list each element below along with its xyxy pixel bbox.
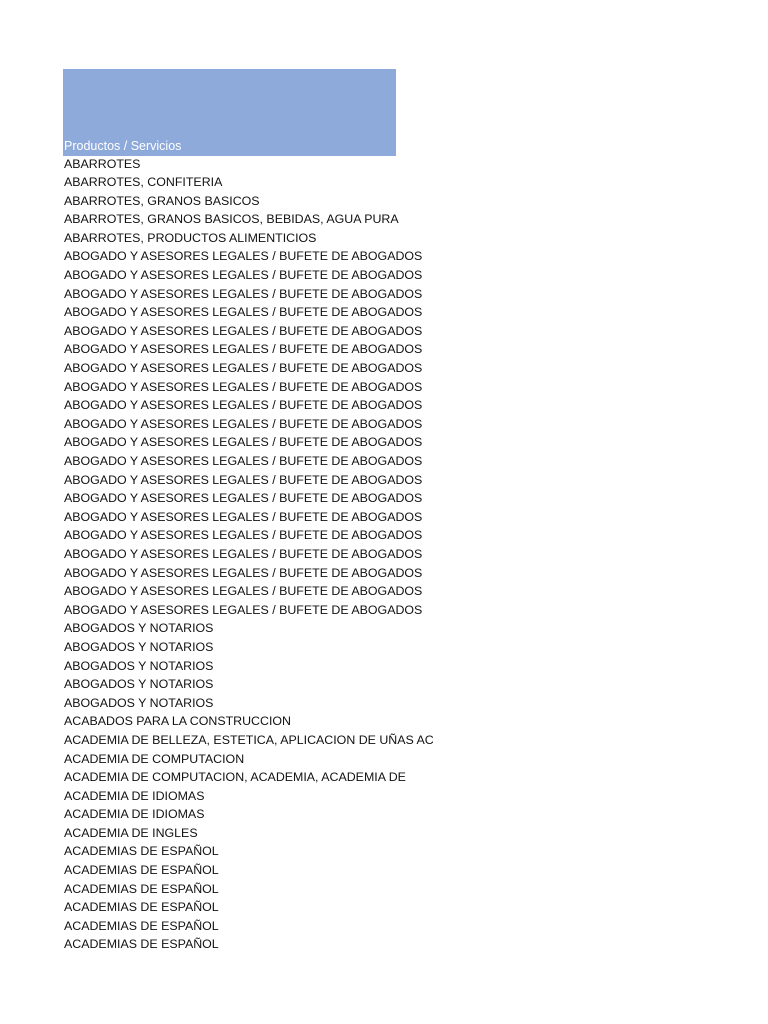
table-row[interactable]: ABOGADO Y ASESORES LEGALES / BUFETE DE ABOGADOS [64,472,423,487]
table-row[interactable]: ABARROTES, GRANOS BASICOS [64,193,260,208]
table-row[interactable]: ABARROTES, CONFITERIA [64,175,223,190]
table-row[interactable]: ABOGADO Y ASESORES LEGALES / BUFETE DE ABOGADOS [64,509,423,524]
table-row[interactable]: ABARROTES, GRANOS BASICOS, BEBIDAS, AGUA PURA [64,212,399,227]
table-row[interactable]: ACADEMIA DE IDIOMAS [64,788,205,803]
table-row[interactable]: ACADEMIA DE BELLEZA, ESTETICA, APLICACION DE UÑAS AC [64,732,434,747]
table-row[interactable]: ABARROTES, PRODUCTOS ALIMENTICIOS [64,230,317,245]
table-row[interactable]: ABOGADO Y ASESORES LEGALES / BUFETE DE ABOGADOS [64,286,423,301]
spreadsheet-table [63,69,434,956]
table-row[interactable]: ABOGADO Y ASESORES LEGALES / BUFETE DE ABOGADOS [64,342,423,357]
table-row[interactable]: ABOGADO Y ASESORES LEGALES / BUFETE DE ABOGADOS [64,361,423,376]
table-row[interactable]: ABOGADO Y ASESORES LEGALES / BUFETE DE ABOGADOS [64,454,423,468]
table-row[interactable]: ABOGADOS Y NOTARIOS [64,695,214,710]
table-row[interactable]: ABOGADOS Y NOTARIOS [64,658,214,673]
table-row[interactable]: ACADEMIA DE IDIOMAS [64,807,205,822]
table-row[interactable]: ACADEMIA DE COMPUTACION, ACADEMIA, ACADEMIA DE [64,770,406,785]
table-rows [63,156,434,956]
table-row[interactable]: ABOGADOS Y NOTARIOS [64,639,214,654]
table-row[interactable]: ABOGADO Y ASESORES LEGALES / BUFETE DE ABOGADOS [64,268,423,283]
table-row[interactable]: ABARROTES [64,156,141,171]
table-row[interactable]: ABOGADOS Y NOTARIOS [64,677,214,692]
table-row[interactable]: ACADEMIAS DE ESPAÑOL [64,900,219,915]
table-row[interactable]: ABOGADO Y ASESORES LEGALES / BUFETE DE ABOGADOS [64,249,423,264]
table-row[interactable]: ABOGADO Y ASESORES LEGALES / BUFETE DE ABOGADOS [64,602,423,617]
column-header-label: Productos / Servicios [64,139,182,153]
table-row[interactable]: ABOGADO Y ASESORES LEGALES / BUFETE DE ABOGADOS [64,379,423,394]
table-row[interactable]: ACABADOS PARA LA CONSTRUCCION [64,714,291,729]
table-row[interactable]: ACADEMIA DE COMPUTACION [64,751,245,766]
table-row[interactable]: ABOGADO Y ASESORES LEGALES / BUFETE DE ABOGADOS [64,546,423,561]
table-row[interactable]: ABOGADO Y ASESORES LEGALES / BUFETE DE ABOGADOS [64,435,423,450]
table-row[interactable]: ABOGADO Y ASESORES LEGALES / BUFETE DE ABOGADOS [64,323,423,338]
table-row[interactable]: ABOGADO Y ASESORES LEGALES / BUFETE DE ABOGADOS [64,491,423,506]
table-row[interactable]: ABOGADO Y ASESORES LEGALES / BUFETE DE ABOGADOS [64,398,423,413]
table-row[interactable]: ACADEMIAS DE ESPAÑOL [64,881,219,896]
table-row[interactable]: ACADEMIAS DE ESPAÑOL [64,863,219,878]
table-row[interactable]: ACADEMIAS DE ESPAÑOL [64,918,219,933]
table-row[interactable]: ABOGADO Y ASESORES LEGALES / BUFETE DE ABOGADOS [64,305,423,320]
table-row[interactable]: ABOGADO Y ASESORES LEGALES / BUFETE DE ABOGADOS [64,416,423,431]
table-row[interactable]: ACADEMIA DE INGLES [64,825,198,840]
column-header-cell[interactable] [63,69,396,156]
table-row[interactable]: ABOGADO Y ASESORES LEGALES / BUFETE DE ABOGADOS [64,565,423,580]
table-row[interactable]: ACADEMIAS DE ESPAÑOL [64,937,219,952]
table-row[interactable]: ABOGADO Y ASESORES LEGALES / BUFETE DE ABOGADOS [64,584,423,599]
table-row[interactable]: ABOGADO Y ASESORES LEGALES / BUFETE DE ABOGADOS [64,528,423,543]
table-row[interactable]: ACADEMIAS DE ESPAÑOL [64,844,219,859]
table-row[interactable]: ABOGADOS Y NOTARIOS [64,621,214,636]
